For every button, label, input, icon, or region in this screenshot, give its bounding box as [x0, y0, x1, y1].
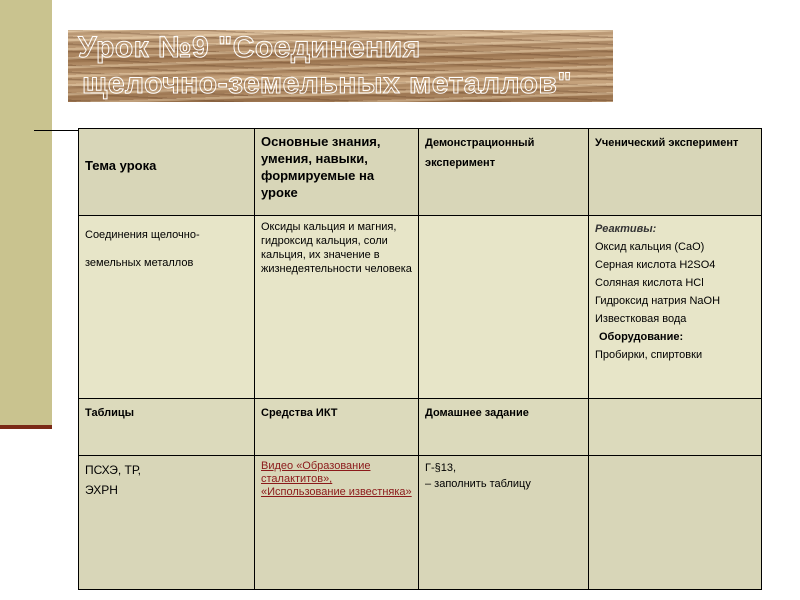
- header-homework-label: Домашнее задание: [425, 407, 529, 419]
- header-ict-label: Средства ИКТ: [261, 407, 338, 419]
- header-empty: [589, 399, 762, 456]
- header-tables: [79, 399, 255, 456]
- sidebar-decor-underline: [0, 425, 52, 429]
- cell-demo: [419, 216, 589, 399]
- header-topic-label: Тема урока: [85, 157, 157, 173]
- table-row: [79, 456, 762, 590]
- header-demo: [419, 129, 589, 216]
- table-row: [79, 216, 762, 399]
- header-skills: [255, 129, 419, 216]
- reagent-item: Оксид кальция (CaO): [595, 241, 705, 253]
- cell-topic: [79, 216, 255, 399]
- divider-line: [34, 130, 78, 131]
- sidebar-decor-bar: [0, 0, 52, 425]
- skills-text: Оксиды кальция и магния, гидроксид кальция, соли кальция, их значение в жизнедеятельности человека: [261, 221, 412, 275]
- topic-line-2: земельных металлов: [85, 257, 194, 269]
- reagent-item: Гидроксид натрия NaOH: [595, 295, 721, 307]
- cell-tables: [79, 456, 255, 590]
- cell-empty: [589, 456, 762, 590]
- tables-line-2: ЭХРН: [85, 483, 118, 497]
- table-header-row: [79, 129, 762, 216]
- reagents-title: Реактивы:: [595, 223, 657, 235]
- homework-line-2: – заполнить таблицу: [425, 478, 531, 490]
- reagent-item: Соляная кислота HCl: [595, 277, 704, 289]
- cell-student: [589, 216, 762, 399]
- ict-video-link[interactable]: Видео «Образование сталактитов», «Использование известняка»: [261, 460, 412, 498]
- homework-line-1: Г-§13,: [425, 462, 457, 474]
- title-line-2: щелочно-земельных металлов": [82, 67, 573, 100]
- reagent-item: Серная кислота H2SO4: [595, 259, 716, 271]
- header-ict: [255, 399, 419, 456]
- title-banner: [68, 30, 613, 102]
- title-line-1: Урок №9 "Соединения: [78, 31, 421, 64]
- cell-ict: [255, 456, 419, 590]
- lesson-plan-table: [78, 128, 762, 590]
- header-homework: [419, 399, 589, 456]
- header-student: [589, 129, 762, 216]
- header-tables-label: Таблицы: [85, 407, 134, 419]
- cell-skills: [255, 216, 419, 399]
- topic-line-1: Соединения щелочно-: [85, 229, 200, 241]
- tables-line-1: ПСХЭ, ТР,: [85, 463, 141, 477]
- header-demo-label: Демонстрационный эксперимент: [425, 137, 535, 169]
- header-student-label: Ученический эксперимент: [595, 137, 739, 149]
- table-header-row-2: [79, 399, 762, 456]
- equipment-title: Оборудование:: [599, 331, 684, 343]
- cell-homework: [419, 456, 589, 590]
- header-topic: [79, 129, 255, 216]
- header-skills-label: Основные знания, умения, навыки, формируемые на уроке: [261, 134, 381, 200]
- reagent-item: Известковая вода: [595, 313, 687, 325]
- equipment-text: Пробирки, спиртовки: [595, 349, 703, 361]
